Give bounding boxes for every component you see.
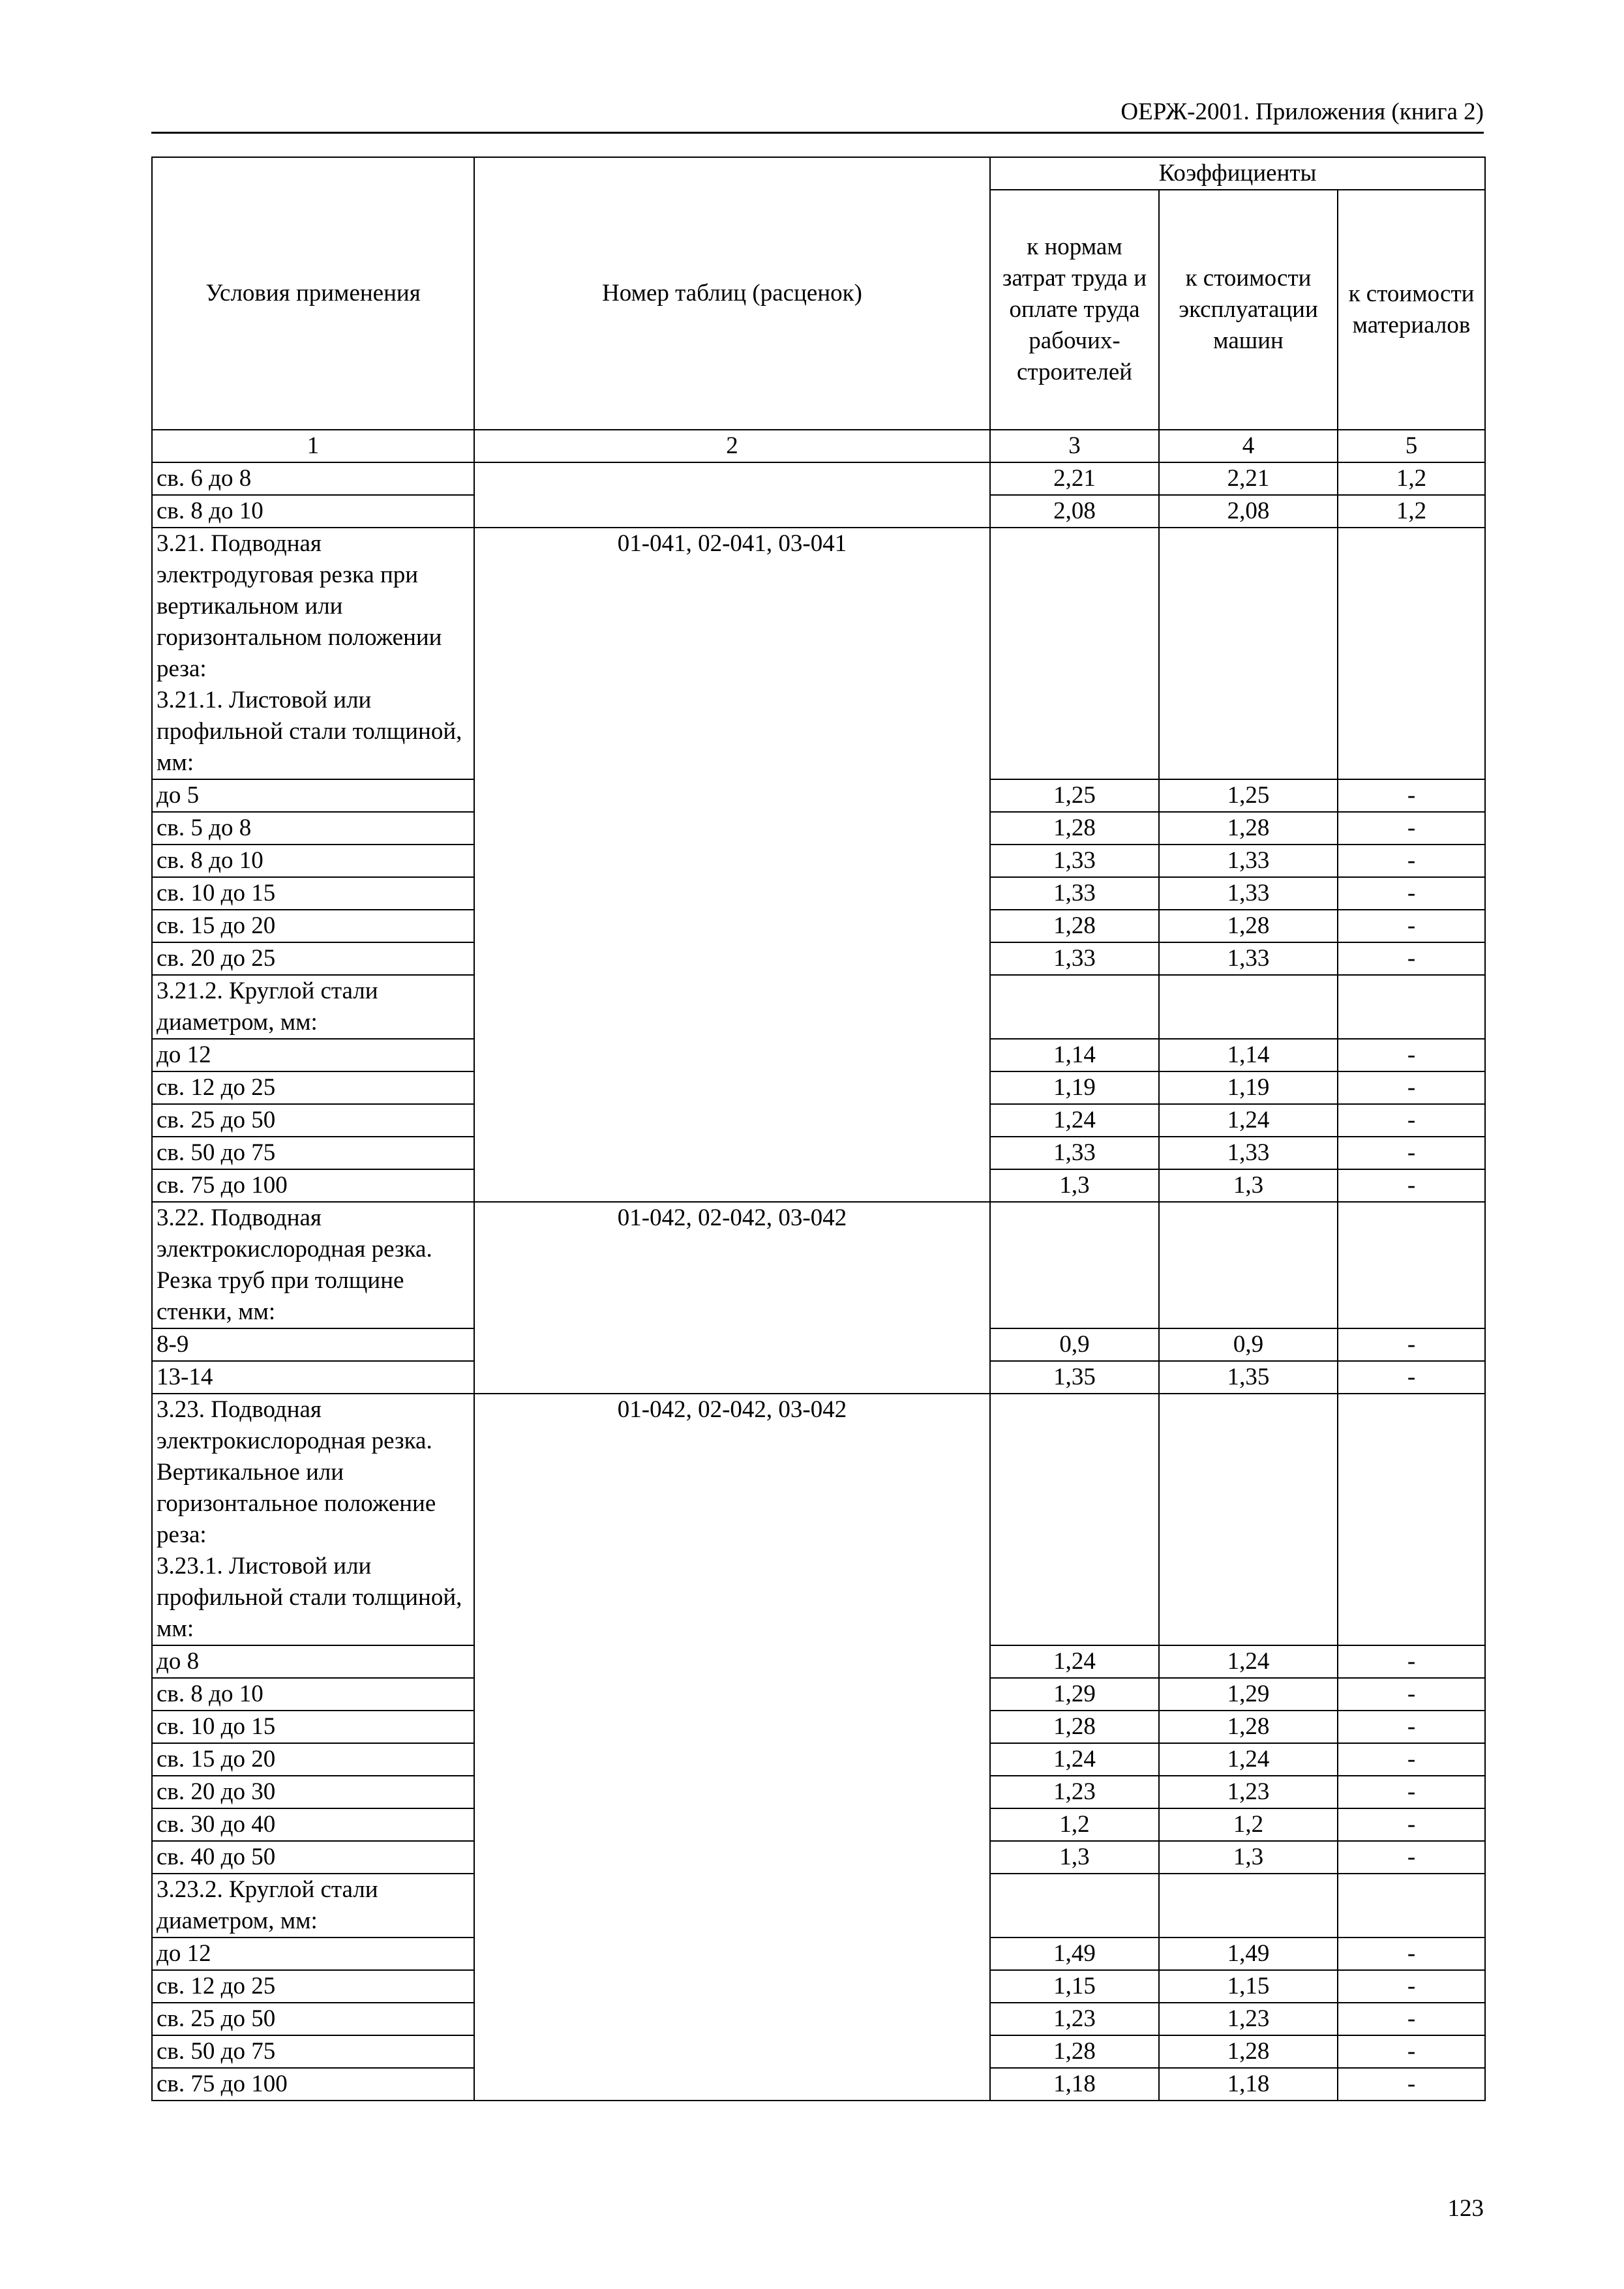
condition-label: до 5 [152, 779, 474, 812]
coefficient-machines: 1,33 [1159, 845, 1338, 877]
header-rule [151, 132, 1484, 134]
coefficient-labor: 1,24 [990, 1645, 1159, 1678]
coefficient-materials: - [1338, 1328, 1485, 1361]
coefficient-machines: 1,23 [1159, 1776, 1338, 1808]
coefficient-labor: 1,33 [990, 845, 1159, 877]
coefficient-machines: 2,08 [1159, 495, 1338, 528]
page-number: 123 [1447, 2195, 1484, 2222]
condition-label: св. 30 до 40 [152, 1808, 474, 1841]
table-numbers-cell: 01-041, 02-041, 03-041 [474, 528, 990, 1202]
condition-label: св. 75 до 100 [152, 2068, 474, 2101]
condition-label: св. 75 до 100 [152, 1169, 474, 1202]
coefficient-materials: 1,2 [1338, 495, 1485, 528]
coefficient-machines: 1,28 [1159, 1711, 1338, 1743]
coefficient-labor: 1,24 [990, 1104, 1159, 1137]
coefficient-labor: 1,18 [990, 2068, 1159, 2101]
header-coefficients: Коэффициенты [990, 157, 1485, 190]
empty-cell [990, 1874, 1159, 1937]
empty-cell [1338, 1202, 1485, 1328]
coefficient-labor: 1,28 [990, 1711, 1159, 1743]
coefficient-machines: 1,19 [1159, 1071, 1338, 1104]
coefficient-machines: 1,28 [1159, 910, 1338, 942]
empty-cell [990, 1394, 1159, 1645]
coefficient-materials: - [1338, 1970, 1485, 2003]
coefficient-labor: 1,28 [990, 812, 1159, 845]
condition-label: св. 12 до 25 [152, 1071, 474, 1104]
coefficient-materials: - [1338, 1104, 1485, 1137]
coefficient-labor: 2,21 [990, 462, 1159, 495]
empty-cell [1338, 528, 1485, 779]
condition-label: св. 8 до 10 [152, 495, 474, 528]
section-title: 3.22. Подводная электрокислородная резка. Резка труб при толщине стенки, мм: [152, 1202, 474, 1328]
coefficient-labor: 1,35 [990, 1361, 1159, 1394]
empty-cell [1338, 1394, 1485, 1645]
column-number: 2 [474, 430, 990, 462]
coefficient-machines: 1,24 [1159, 1645, 1338, 1678]
table-row [152, 1394, 1485, 1645]
condition-label: св. 8 до 10 [152, 1678, 474, 1711]
coefficient-materials: - [1338, 1841, 1485, 1874]
coefficient-materials: - [1338, 1645, 1485, 1678]
empty-cell [990, 975, 1159, 1039]
header-labor: к нормам затрат труда и оплате труда рабочих-строителей [990, 190, 1159, 430]
column-number: 5 [1338, 430, 1485, 462]
coefficient-labor: 1,15 [990, 1970, 1159, 2003]
coefficient-labor: 0,9 [990, 1328, 1159, 1361]
condition-label: св. 20 до 25 [152, 942, 474, 975]
coefficient-labor: 1,28 [990, 910, 1159, 942]
empty-cell [1159, 1874, 1338, 1937]
condition-label: св. 12 до 25 [152, 1970, 474, 2003]
coefficient-machines: 1,49 [1159, 1937, 1338, 1970]
coefficient-machines: 0,9 [1159, 1328, 1338, 1361]
coefficient-labor: 2,08 [990, 495, 1159, 528]
coefficient-machines: 1,3 [1159, 1169, 1338, 1202]
condition-label: св. 20 до 30 [152, 1776, 474, 1808]
coefficient-machines: 1,25 [1159, 779, 1338, 812]
coefficient-machines: 1,33 [1159, 1137, 1338, 1169]
coefficient-machines: 1,33 [1159, 877, 1338, 910]
coefficient-machines: 1,33 [1159, 942, 1338, 975]
condition-label: до 8 [152, 1645, 474, 1678]
coefficient-materials: - [1338, 845, 1485, 877]
header-machines: к стоимости эксплуатации машин [1159, 190, 1338, 430]
coefficient-labor: 1,23 [990, 2003, 1159, 2035]
header-table-numbers: Номер таблиц (расценок) [474, 157, 990, 430]
coefficient-machines: 1,3 [1159, 1841, 1338, 1874]
table-numbers-cell: 01-042, 02-042, 03-042 [474, 1202, 990, 1394]
coefficient-materials: - [1338, 1776, 1485, 1808]
condition-label: св. 50 до 75 [152, 1137, 474, 1169]
condition-label: св. 10 до 15 [152, 1711, 474, 1743]
coefficient-materials: - [1338, 1743, 1485, 1776]
coefficient-machines: 1,29 [1159, 1678, 1338, 1711]
coefficient-labor: 1,49 [990, 1937, 1159, 1970]
coefficient-labor: 1,24 [990, 1743, 1159, 1776]
coefficient-labor: 1,25 [990, 779, 1159, 812]
section-title: 3.23.2. Круглой стали диаметром, мм: [152, 1874, 474, 1937]
coefficient-labor: 1,2 [990, 1808, 1159, 1841]
coefficient-materials: - [1338, 2068, 1485, 2101]
condition-label: св. 25 до 50 [152, 1104, 474, 1137]
coefficient-machines: 1,23 [1159, 2003, 1338, 2035]
coefficient-materials: - [1338, 1071, 1485, 1104]
coefficient-materials: - [1338, 1137, 1485, 1169]
column-number: 4 [1159, 430, 1338, 462]
coefficient-materials: - [1338, 1808, 1485, 1841]
coefficient-machines: 1,2 [1159, 1808, 1338, 1841]
coefficient-materials: - [1338, 812, 1485, 845]
empty-cell [1159, 1394, 1338, 1645]
coefficient-materials: - [1338, 877, 1485, 910]
coefficient-machines: 1,28 [1159, 2035, 1338, 2068]
column-number: 1 [152, 430, 474, 462]
column-number: 3 [990, 430, 1159, 462]
coefficient-machines: 1,28 [1159, 812, 1338, 845]
condition-label: до 12 [152, 1937, 474, 1970]
coefficient-labor: 1,3 [990, 1169, 1159, 1202]
table-row [152, 1202, 1485, 1328]
coefficient-labor: 1,23 [990, 1776, 1159, 1808]
section-title: 3.21.2. Круглой стали диаметром, мм: [152, 975, 474, 1039]
header-conditions: Условия применения [152, 157, 474, 430]
coefficient-machines: 1,24 [1159, 1104, 1338, 1137]
coefficient-materials: - [1338, 1678, 1485, 1711]
coefficient-materials: - [1338, 1711, 1485, 1743]
coefficient-labor: 1,33 [990, 942, 1159, 975]
condition-label: св. 10 до 15 [152, 877, 474, 910]
condition-label: св. 8 до 10 [152, 845, 474, 877]
coefficient-materials: - [1338, 1937, 1485, 1970]
empty-cell [990, 528, 1159, 779]
empty-cell [1338, 1874, 1485, 1937]
condition-label: 13-14 [152, 1361, 474, 1394]
header-materials: к стоимости материалов [1338, 190, 1485, 430]
coefficient-materials: - [1338, 1039, 1485, 1071]
coefficient-materials: - [1338, 942, 1485, 975]
coefficient-labor: 1,28 [990, 2035, 1159, 2068]
coefficient-machines: 1,18 [1159, 2068, 1338, 2101]
table-numbers-cell [474, 462, 990, 528]
coefficient-labor: 1,33 [990, 877, 1159, 910]
empty-cell [1159, 975, 1338, 1039]
condition-label: св. 15 до 20 [152, 910, 474, 942]
coefficient-materials: - [1338, 779, 1485, 812]
condition-label: св. 25 до 50 [152, 2003, 474, 2035]
table-numbers-cell: 01-042, 02-042, 03-042 [474, 1394, 990, 2101]
coefficient-materials: 1,2 [1338, 462, 1485, 495]
section-title: 3.21. Подводная электродуговая резка при вертикальном или горизонтальном положении реза: 3.21.1. Листовой или профильной стали толщиной, мм: [152, 528, 474, 779]
page-header-title: ОЕРЖ-2001. Приложения (книга 2) [1120, 98, 1484, 125]
condition-label: св. 5 до 8 [152, 812, 474, 845]
table-row [152, 528, 1485, 779]
empty-cell [1338, 975, 1485, 1039]
coefficients-table [151, 157, 1486, 2101]
coefficient-labor: 1,14 [990, 1039, 1159, 1071]
coefficient-materials: - [1338, 910, 1485, 942]
coefficient-materials: - [1338, 2035, 1485, 2068]
coefficient-materials: - [1338, 1361, 1485, 1394]
empty-cell [1159, 1202, 1338, 1328]
empty-cell [1159, 528, 1338, 779]
table-body [152, 462, 1485, 2101]
section-title: 3.23. Подводная электрокислородная резка. Вертикальное или горизонтальное положение реза: 3.23.1. Листовой или профильной стали толщиной, мм: [152, 1394, 474, 1645]
coefficient-labor: 1,29 [990, 1678, 1159, 1711]
condition-label: до 12 [152, 1039, 474, 1071]
coefficient-labor: 1,33 [990, 1137, 1159, 1169]
coefficient-machines: 1,15 [1159, 1970, 1338, 2003]
condition-label: св. 50 до 75 [152, 2035, 474, 2068]
condition-label: св. 6 до 8 [152, 462, 474, 495]
coefficient-materials: - [1338, 2003, 1485, 2035]
coefficient-labor: 1,19 [990, 1071, 1159, 1104]
coefficient-labor: 1,3 [990, 1841, 1159, 1874]
coefficient-machines: 1,24 [1159, 1743, 1338, 1776]
condition-label: св. 40 до 50 [152, 1841, 474, 1874]
table-row [152, 462, 1485, 495]
coefficient-materials: - [1338, 1169, 1485, 1202]
coefficient-machines: 2,21 [1159, 462, 1338, 495]
coefficient-machines: 1,35 [1159, 1361, 1338, 1394]
empty-cell [990, 1202, 1159, 1328]
condition-label: 8-9 [152, 1328, 474, 1361]
condition-label: св. 15 до 20 [152, 1743, 474, 1776]
coefficient-machines: 1,14 [1159, 1039, 1338, 1071]
